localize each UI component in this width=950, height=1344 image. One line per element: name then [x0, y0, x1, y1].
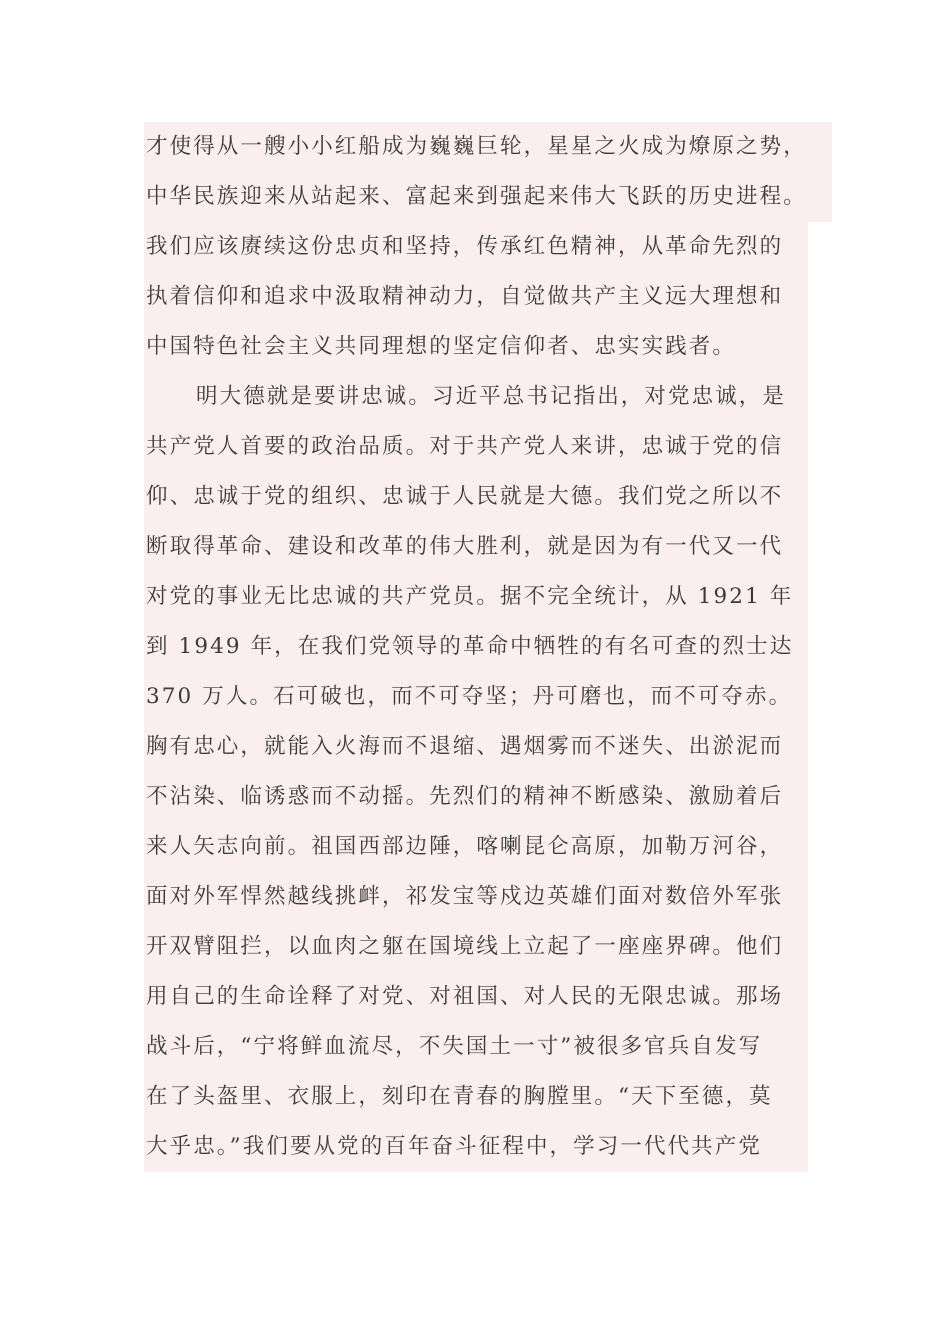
text-line: 仰、忠诚于党的组织、忠诚于人民就是大德。我们党之所以不	[144, 472, 808, 522]
text-line: 来人矢志向前。祖国西部边陲，喀喇昆仑高原，加勒万河谷，	[144, 822, 808, 872]
text-line: 执着信仰和追求中汲取精神动力，自觉做共产主义远大理想和	[144, 272, 808, 322]
text-line: 面对外军悍然越线挑衅，祁发宝等戍边英雄们面对数倍外军张	[144, 872, 808, 922]
text-line: 开双臂阻拦，以血肉之躯在国境线上立起了一座座界碑。他们	[144, 922, 808, 972]
text-line: 胸有忠心，就能入火海而不退缩、遇烟雾而不迷失、出淤泥而	[144, 722, 808, 772]
text-line: 战斗后，“宁将鲜血流尽，不失国土一寸”被很多官兵自发写	[144, 1022, 808, 1072]
text-line: 370 万人。石可破也，而不可夺坚；丹可磨也，而不可夺赤。	[144, 672, 808, 722]
text-line: 到 1949 年，在我们党领导的革命中牺牲的有名可查的烈士达	[144, 622, 808, 672]
body-text	[144, 122, 834, 1172]
text-line: 中国特色社会主义共同理想的坚定信仰者、忠实实践者。	[144, 322, 808, 372]
text-line: 用自己的生命诠释了对党、对祖国、对人民的无限忠诚。那场	[144, 972, 808, 1022]
text-line: 不沾染、临诱惑而不动摇。先烈们的精神不断感染、激励着后	[144, 772, 808, 822]
text-line: 对党的事业无比忠诚的共产党员。据不完全统计，从 1921 年	[144, 572, 808, 622]
text-line: 共产党人首要的政治品质。对于共产党人来讲，忠诚于党的信	[144, 422, 808, 472]
text-line: 大乎忠。”我们要从党的百年奋斗征程中，学习一代代共产党	[144, 1122, 808, 1172]
paragraph-start-line: 明大德就是要讲忠诚。习近平总书记指出，对党忠诚，是	[144, 372, 808, 422]
text-line: 在了头盔里、衣服上，刻印在青春的胸膛里。“天下至德，莫	[144, 1072, 808, 1122]
text-line: 中华民族迎来从站起来、富起来到强起来伟大飞跃的历史进程。	[144, 172, 832, 222]
text-line: 才使得从一艘小小红船成为巍巍巨轮，星星之火成为燎原之势，	[144, 122, 832, 172]
text-line: 我们应该赓续这份忠贞和坚持，传承红色精神，从革命先烈的	[144, 222, 808, 272]
text-line: 断取得革命、建设和改革的伟大胜利，就是因为有一代又一代	[144, 522, 808, 572]
